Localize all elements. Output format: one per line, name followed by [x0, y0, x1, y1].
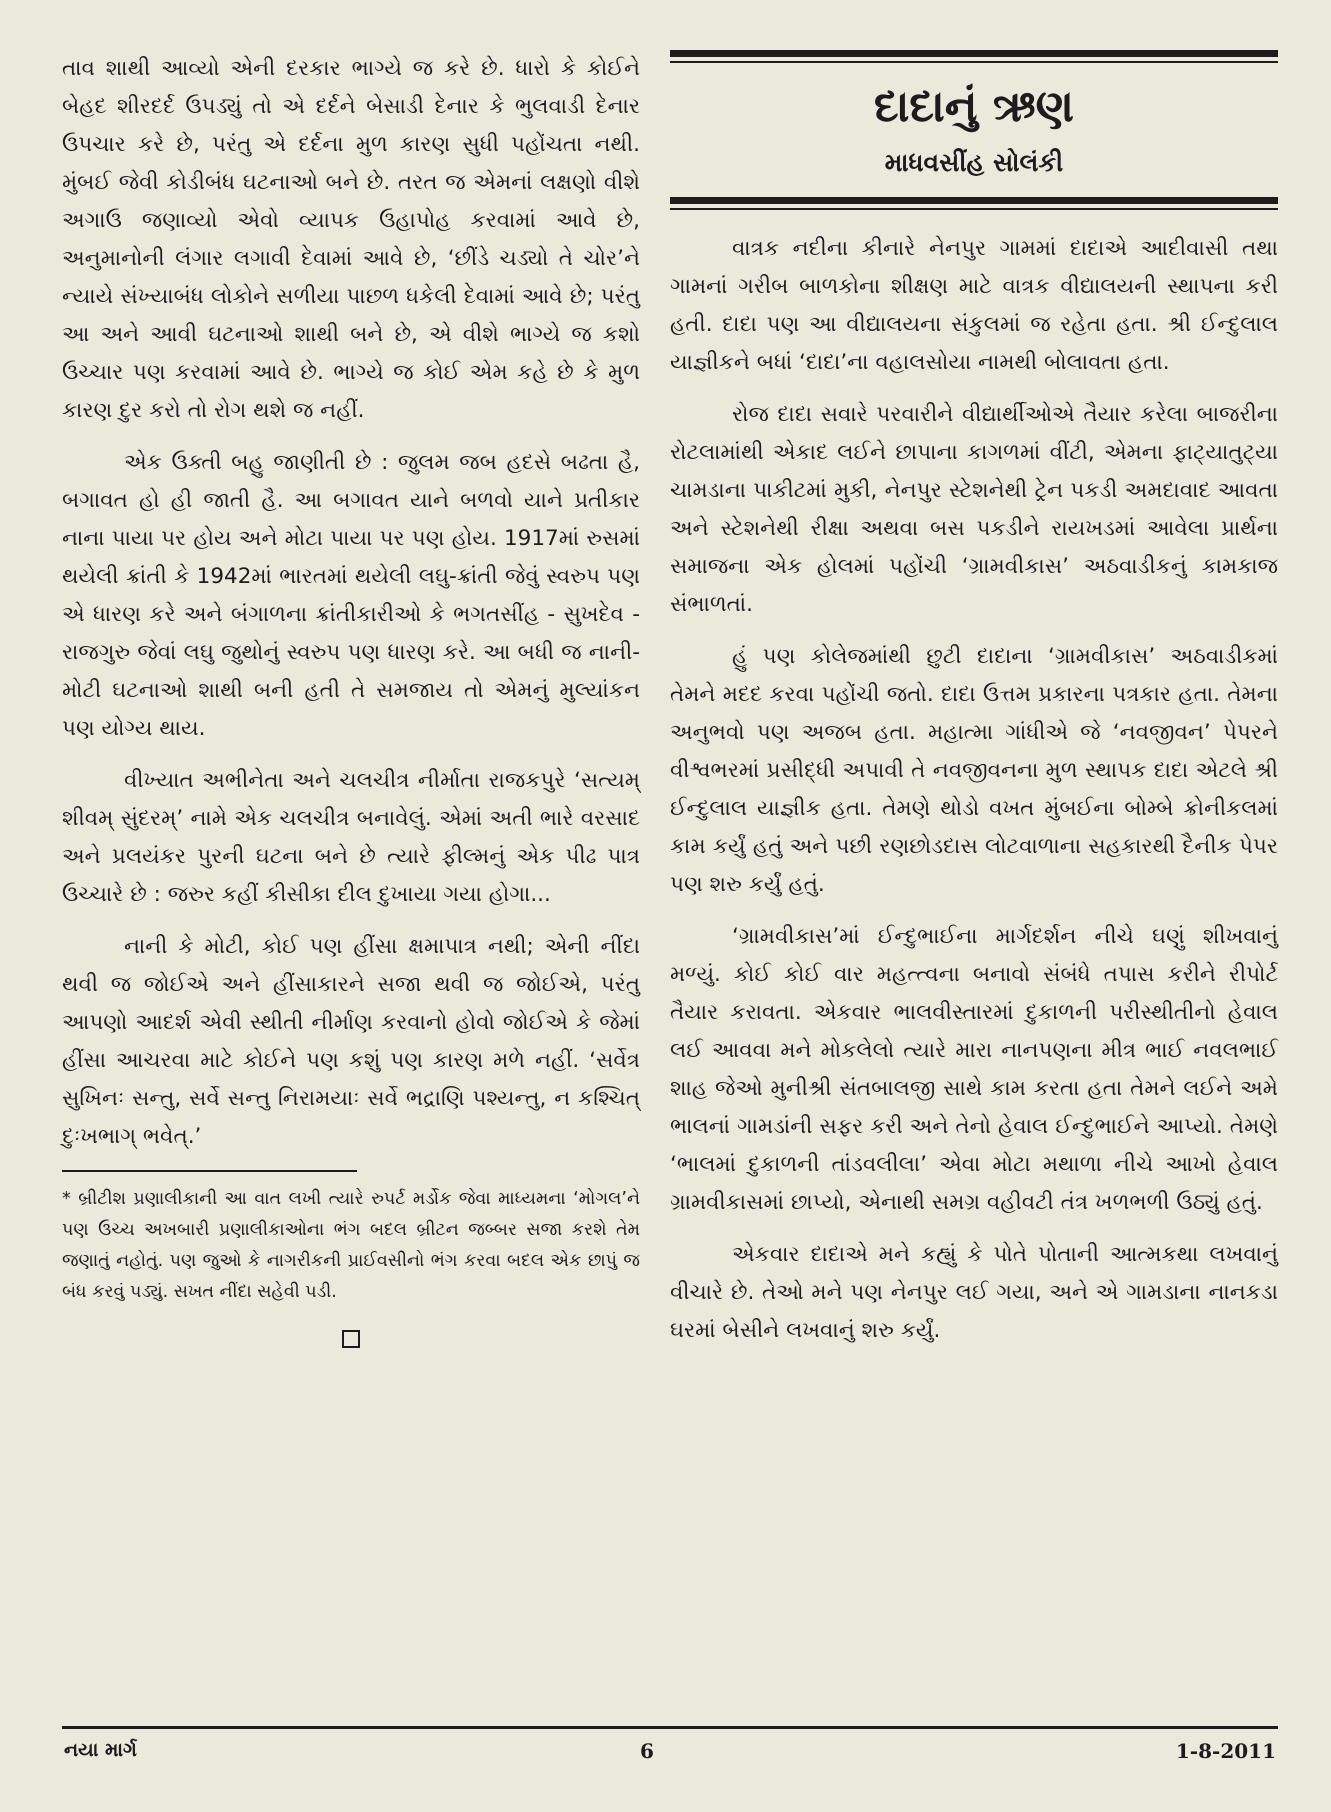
left-paragraph-2: એક ઉક્તી બહુ જાણીતી છે : જુલમ જબ હદસે બઢતા હૈ, બગાવત હો હી જાતી હૈ. આ બગાવત યાને બળવો યાને પ્રતીકાર નાના પાયા પર હોય અને મોટા પાયા પર પણ હોય. 1917માં રુસમાં થયેલી ક્રાંતી કે 1942માં ભારતમાં થયેલી લઘુ-ક્રાંતી જેવું સ્વરુપ પણ એ ધારણ કરે અને બંગાળના ક્રાંતીકારીઓ કે ભગતસીંહ - સુખદેવ - રાજગુરુ જેવાં લઘુ જુથોનું સ્વરુપ પણ ધારણ કરે. આ બધી જ નાની-મોટી ઘટનાઓ શાથી બની હતી તે સમજાય તો એમનું મુલ્યાંકન પણ યોગ્ય થાય. — [62, 450, 640, 741]
page-footer — [62, 1726, 1278, 1763]
title-bottom-rule — [670, 197, 1278, 204]
publication-name: નયા માર્ગ — [64, 1739, 137, 1761]
issue-date: 1-8-2011 — [1175, 1739, 1276, 1763]
title-bottom-thin-rule — [670, 208, 1278, 210]
footnote-divider — [62, 1170, 357, 1172]
left-paragraph-3: વીખ્યાત અભીનેતા અને ચલચીત્ર નીર્માતા રાજકપુરે ‘સત્યમ્ શીવમ્ સુંદરમ્’ નામે એક ચલચીત્ર બનાવેલું. એમાં અતી ભારે વરસાદ અને પ્રલયંકર પુરની ઘટના બને છે ત્યારે ફીલ્મનું એક પીઢ પાત્ર ઉચ્ચારે છે : જરુર કહીં કીસીકા દીલ દુખાયા ગયા હોગા... — [62, 768, 640, 907]
right-paragraph-4: ‘ગ્રામવીકાસ’માં ઈન્દુભાઈના માર્ગદર્શન નીચે ઘણું શીખવાનું મળ્યું. કોઈ કોઈ વાર મહત્ત્વના બનાવો સંબંધે તપાસ કરીને રીપોર્ટ તૈયાર કરાવતા. એકવાર ભાલવીસ્તારમાં દુકાળની પરીસ્થીતીનો હેવાલ લઈ આવવા મને મોકલેલો ત્યારે મારા નાનપણના મીત્ર ભાઈ નવલભાઈ શાહ જેઓ મુનીશ્રી સંતબાલજી સાથે કામ કરતા હતા તેમને લઈને અમે ભાલનાં ગામડાંની સફર કરી અને તેનો હેવાલ ઈન્દુભાઈને આપ્યો. તેમણે ‘ભાલમાં દુકાળની તાંડવલીલા’ એવા મોટા મથાળા નીચે આખો હેવાલ ગ્રામવીકાસમાં છાપ્યો, એનાથી સમગ્ર વહીવટી તંત્ર ખળભળી ઉઠ્યું હતું. — [670, 924, 1278, 1215]
right-paragraph-1: વાત્રક નદીના કીનારે નેનપુર ગામમાં દાદાએ આદીવાસી તથા ગામનાં ગરીબ બાળકોના શીક્ષણ માટે વાત્રક વીદ્યાલયની સ્થાપના કરી હતી. દાદા પણ આ વીદ્યાલયના સંકુલમાં જ રહેતા હતા. શ્રી ઈન્દુલાલ યાજ્ઞીકને બધાં ‘દાદા’ના વહાલસોયા નામથી બોલાવતા હતા. — [670, 236, 1278, 375]
article-author: માધવસીંહ સોલંકી — [884, 148, 1064, 177]
footnote: * બ્રીટીશ પ્રણાલીકાની આ વાત લખી ત્યારે રુપર્ટ મર્ડોક જેવા માધ્યમના ‘મોગલ’ને પણ ઉચ્ચ અખબારી પ્રણાલીકાઓના ભંગ બદલ બ્રીટન જબ્બર સજા કરશે તેમ જણાતું નહોતું. પણ જુઓ કે નાગરીકની પ્રાઈવસીનો ભંગ કરવા બદલ એક છાપું જ બંધ કરવું પડ્યું. સખત નીંદા સહેવી પડી. — [62, 1189, 640, 1302]
left-column — [62, 50, 640, 1348]
end-of-article-box-icon — [342, 1330, 360, 1348]
left-paragraph-1: તાવ શાથી આવ્યો એની દરકાર ભાગ્યે જ કરે છે. ધારો કે કોઈને બેહદ શીરદર્દ ઉપડ્યું તો એ દર્દને બેસાડી દેનાર કે ભુલવાડી દેનાર ઉપચાર કરે છે, પરંતુ એ દર્દના મુળ કારણ સુધી પહોંચતા નથી. મુંબઈ જેવી કોડીબંધ ઘટનાઓ બને છે. તરત જ એમનાં લક્ષણો વીશે અગાઉ જણાવ્યો એવો વ્યાપક ઉહાપોહ કરવામાં આવે છે, અનુમાનોની લંગાર લગાવી દેવામાં આવે છે, ‘છીંડે ચડ્યો તે ચોર’ને ન્યાયે સંખ્યાબંધ લોકોને સળીયા પાછળ ધકેલી દેવામાં આવે છે; પરંતુ આ અને આવી ઘટનાઓ શાથી બને છે, એ વીશે ભાગ્યે જ કશો ઉચ્ચાર પણ કરવામાં આવે છે. ભાગ્યે જ કોઈ એમ કહે છે કે મુળ કારણ દુર કરો તો રોગ થશે જ નહીં. — [62, 56, 640, 423]
left-paragraph-4: નાની કે મોટી, કોઈ પણ હીંસા ક્ષમાપાત્ર નથી; એની નીંદા થવી જ જોઈએ અને હીંસાકારને સજા થવી જ જોઈએ, પરંતુ આપણો આદર્શ એવી સ્થીતી નીર્માણ કરવાનો હોવો જોઈએ કે જેમાં હીંસા આચરવા માટે કોઈને પણ કશું પણ કારણ મળે નહીં. ‘સર્વેત્ર સુખિનઃ સન્તુ, સર્વે સન્તુ નિરામયાઃ સર્વે ભદ્રાણિ પશ્યન્તુ, ન કશ્ચિત્ દુઃખભાગ્ ભવેત્.’ — [62, 934, 640, 1149]
right-column — [670, 50, 1278, 1364]
article-title: દાદાનું ઋણ — [874, 81, 1074, 132]
page-number: 6 — [640, 1739, 654, 1763]
right-paragraph-2: રોજ દાદા સવારે પરવારીને વીદ્યાર્થીઓએ તૈયાર કરેલા બાજરીના રોટલામાંથી એકાદ લઈને છાપાના કાગળમાં વીંટી, એમના ફાટ્યાતુટ્યા ચામડાના પાકીટમાં મુકી, નેનપુર સ્ટેશનેથી ટ્રેન પકડી અમદાવાદ આવતા અને સ્ટેશનેથી રીક્ષા અથવા બસ પકડીને રાયખડમાં આવેલા પ્રાર્થના સમાજના એક હોલમાં પહોંચી ‘ગ્રામવીકાસ’ અઠવાડીકનું કામકાજ સંભાળતાં. — [670, 402, 1278, 617]
right-paragraph-3: હું પણ કોલેજમાંથી છુટી દાદાના ‘ગ્રામવીકાસ’ અઠવાડીકમાં તેમને મદદ કરવા પહોંચી જતો. દાદા ઉત્તમ પ્રકારના પત્રકાર હતા. તેમના અનુભવો પણ અજબ હતા. મહાત્મા ગાંધીએ જે ‘નવજીવન’ પેપરને વીશ્વભરમાં પ્રસીદ્ધી અપાવી તે નવજીવનના મુળ સ્થાપક દાદા એટલે શ્રી ઈન્દુલાલ યાજ્ઞીક હતા. તેમણે થોડો વખત મુંબઈના બોમ્બે ક્રોનીકલમાં કામ કર્યું હતું અને પછી રણછોડદાસ લોટવાળાના સહકારથી દૈનીક પેપર પણ શરુ કર્યું હતું. — [670, 644, 1278, 897]
title-top-rule — [670, 50, 1278, 57]
right-paragraph-5: એકવાર દાદાએ મને કહ્યું કે પોતે પોતાની આત્મકથા લખવાનું વીચારે છે. તેઓ મને પણ નેનપુર લઈ ગયા, અને એ ગામડાના નાનકડા ઘરમાં બેસીને લખવાનું શરુ કર્યું. — [670, 1242, 1278, 1343]
title-top-thin-rule — [670, 61, 1278, 63]
